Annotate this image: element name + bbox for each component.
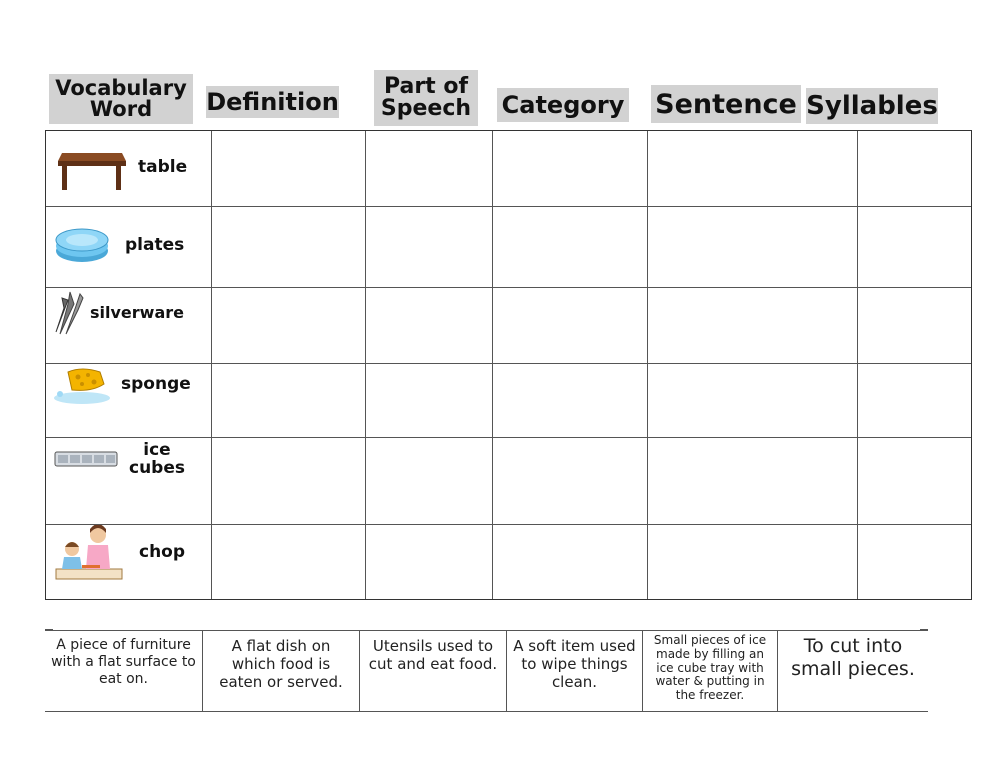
header-definition: Definition — [206, 88, 339, 116]
vocabulary-table — [45, 130, 972, 600]
definition-card-6[interactable]: To cut into small pieces. — [791, 635, 915, 680]
column-divider — [857, 131, 858, 599]
word-cell-silverware — [46, 288, 211, 363]
vocab-word: sponge — [121, 374, 191, 394]
table-icon — [56, 149, 128, 191]
definition-card-5[interactable]: Small pieces of ice made by filling an ice cube tray with water & putting in the freezer. — [643, 631, 778, 711]
word-cell-plates — [46, 207, 211, 287]
silverware-icon — [52, 288, 88, 336]
column-divider — [647, 131, 648, 599]
vocab-word: chop — [139, 542, 186, 562]
word-cell-sponge — [46, 364, 211, 437]
column-divider — [492, 131, 493, 599]
plates-icon — [54, 225, 110, 265]
header-category: Category — [497, 88, 629, 122]
chopping-people-icon — [52, 525, 124, 583]
word-cell-table — [46, 131, 211, 206]
definition-card-4[interactable]: A soft item used to wipe things clean. — [507, 631, 643, 711]
card-corner — [920, 629, 928, 638]
column-divider — [211, 131, 212, 599]
column-divider — [365, 131, 366, 599]
header-part-of-speech: Part of Speech — [374, 70, 478, 126]
vocab-word: silverware — [90, 303, 184, 322]
header-vocabulary-word: Vocabulary Word — [49, 74, 193, 124]
word-cell-ice-cubes — [46, 438, 211, 524]
vocab-word: ice cubes — [129, 440, 185, 478]
vocab-word: table — [138, 157, 188, 177]
vocab-word: plates — [125, 235, 185, 255]
word-cell-chop — [46, 525, 211, 601]
definition-card-3[interactable]: Utensils used to cut and eat food. — [360, 631, 507, 711]
sponge-icon — [52, 366, 114, 406]
definition-card-1[interactable]: A piece of furniture with a flat surface to eat on. — [45, 631, 203, 711]
definition-word-bank — [45, 630, 928, 712]
header-syllables: Syllables — [806, 88, 938, 124]
definition-card-2[interactable]: A flat dish on which food is eaten or served. — [203, 631, 360, 711]
header-sentence: Sentence — [651, 85, 801, 123]
ice-tray-icon — [54, 450, 118, 468]
